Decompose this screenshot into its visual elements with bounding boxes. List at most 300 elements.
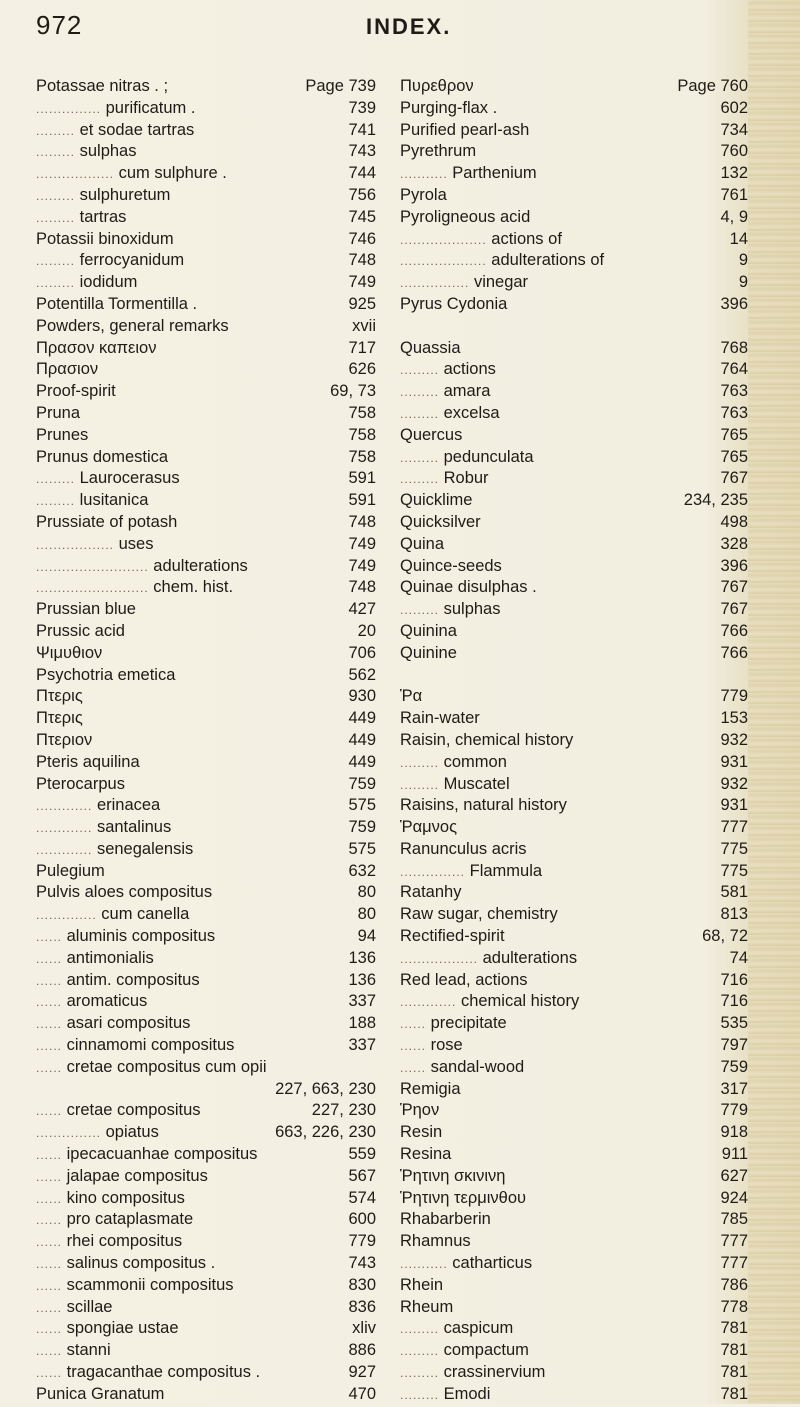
entry-text	[36, 425, 88, 447]
entry-term: Quince-seeds	[400, 556, 502, 575]
entry-term: Pyrethrum	[400, 142, 477, 161]
entry-page: 739	[348, 98, 376, 117]
entry-text	[400, 817, 457, 839]
entry-term: Prunus domestica	[36, 447, 169, 466]
entry-lead-dots: ......	[36, 1213, 63, 1228]
index-entry	[400, 359, 748, 381]
entry-term: scillae	[66, 1297, 113, 1316]
entry-text	[400, 1340, 529, 1363]
entry-term: Rhamnus	[400, 1232, 471, 1251]
entry-lead-dots: .........	[400, 755, 440, 770]
entry-term: Flammula	[469, 861, 543, 880]
entry-page: 575	[348, 839, 376, 858]
entry-text	[36, 621, 125, 643]
entry-page: Page 760	[677, 77, 748, 95]
entry-text	[400, 1013, 507, 1036]
entry-lead-dots: ..................	[36, 167, 115, 182]
entry-text	[36, 403, 80, 425]
entry-lead-dots: ..................	[400, 951, 479, 966]
index-entry	[400, 1231, 748, 1253]
entry-text	[36, 316, 229, 338]
entry-term: Quinine	[400, 643, 457, 662]
entry-page: 449	[348, 709, 376, 728]
entry-text	[36, 359, 98, 381]
index-entry	[36, 359, 376, 381]
index-entry	[400, 120, 748, 142]
entry-text	[36, 752, 140, 774]
entry-page: Page 739	[305, 77, 376, 95]
index-entry	[36, 1253, 376, 1275]
entry-term: pedunculata	[443, 447, 534, 466]
entry-term: sandal-wood	[430, 1057, 525, 1076]
entry-text	[36, 490, 148, 513]
index-entry	[36, 752, 376, 774]
index-entry	[36, 98, 376, 120]
index-entry	[400, 817, 748, 839]
entry-text	[36, 381, 116, 403]
entry-term: cum canella	[101, 905, 190, 924]
entry-term: Quicksilver	[400, 512, 481, 531]
index-entry	[36, 338, 376, 360]
entry-lead-dots: ......	[36, 1257, 63, 1272]
entry-text	[400, 970, 528, 992]
entry-text	[400, 861, 542, 884]
entry-lead-dots: .........	[400, 1366, 440, 1381]
entry-lead-dots: .........	[400, 450, 440, 465]
entry-text	[400, 621, 457, 643]
entry-term: kino compositus	[66, 1188, 185, 1207]
entry-page: 759	[720, 1057, 748, 1076]
entry-page: 741	[348, 120, 376, 139]
entry-page: 746	[348, 229, 376, 248]
entry-text	[36, 468, 180, 491]
entry-text	[400, 250, 604, 273]
index-entry	[400, 163, 748, 185]
entry-page: 94	[357, 927, 376, 946]
entry-text	[400, 1035, 463, 1058]
entry-term: Pteris aquilina	[36, 752, 140, 771]
entry-text	[36, 556, 248, 579]
index-entry	[400, 752, 748, 774]
entry-lead-dots: .........	[36, 472, 76, 487]
entry-page: 749	[348, 534, 376, 553]
entry-lead-dots: ....................	[400, 232, 487, 247]
index-entry	[400, 948, 748, 970]
index-entry	[400, 708, 748, 730]
entry-text	[36, 577, 233, 600]
entry-term: ipecacuanhae compositus	[66, 1145, 258, 1164]
entry-term: adulterations of	[491, 251, 605, 270]
entry-page: 931	[720, 796, 748, 815]
entry-page: 562	[348, 665, 376, 684]
entry-term: Emodi	[443, 1384, 491, 1403]
index-entry	[36, 381, 376, 403]
entry-page: 663, 226, 230	[275, 1123, 376, 1142]
entry-text	[400, 185, 447, 207]
entry-lead-dots: ......	[36, 930, 63, 945]
entry-term: Ῥητινη τερμινθου	[400, 1188, 527, 1207]
entry-lead-dots: ......	[36, 1191, 63, 1206]
entry-page: 777	[720, 1254, 748, 1273]
entry-lead-dots: ..........................	[36, 559, 149, 574]
entry-page: 337	[348, 1036, 376, 1055]
entry-term: Robur	[443, 469, 489, 488]
entry-lead-dots: ..........................	[36, 581, 149, 596]
index-entry	[400, 621, 748, 643]
entry-text	[36, 708, 83, 730]
entry-page: 925	[348, 294, 376, 313]
index-entry	[400, 1057, 748, 1079]
entry-term: sulphas	[443, 600, 501, 619]
index-entry	[400, 686, 748, 708]
entry-term: Ῥαμνος	[400, 818, 458, 837]
entry-page: 74	[729, 948, 748, 967]
entry-text	[36, 839, 193, 862]
entry-page: 768	[720, 338, 748, 357]
entry-page: 188	[348, 1014, 376, 1033]
entry-term: Quina	[400, 534, 445, 553]
index-entry	[36, 1340, 376, 1362]
index-entry	[400, 1209, 748, 1231]
entry-text	[36, 207, 126, 230]
entry-term: pro cataplasmate	[66, 1210, 194, 1229]
entry-page: 932	[720, 774, 748, 793]
index-entry	[400, 1297, 748, 1319]
entry-lead-dots: .............	[36, 799, 93, 814]
entry-text	[36, 643, 102, 665]
entry-term: antim. compositus	[66, 970, 200, 989]
entry-term: crassinervium	[443, 1363, 546, 1382]
entry-term: Πτερις	[36, 709, 83, 728]
entry-text	[36, 185, 170, 208]
entry-term: Ῥηον	[400, 1101, 440, 1120]
entry-page: 760	[720, 142, 748, 161]
index-entry	[36, 970, 376, 992]
entry-text	[36, 1253, 215, 1276]
entry-page: 778	[720, 1297, 748, 1316]
entry-lead-dots: ...........	[400, 1257, 448, 1272]
entry-text	[400, 686, 422, 708]
entry-text	[36, 447, 168, 469]
entry-term: vinegar	[473, 273, 529, 292]
entry-text	[36, 686, 83, 708]
entry-page: 591	[348, 469, 376, 488]
index-entry	[36, 468, 376, 490]
entry-term: salinus compositus .	[66, 1254, 216, 1273]
entry-text	[400, 76, 474, 98]
entry-text	[36, 882, 212, 904]
index-entry	[400, 904, 748, 926]
index-entry	[36, 316, 376, 338]
page-header	[36, 10, 736, 50]
entry-page: xvii	[352, 316, 376, 335]
entry-lead-dots: ......	[400, 1039, 427, 1054]
index-entry	[400, 1122, 748, 1144]
entry-text	[36, 1297, 112, 1320]
index-entry	[36, 1079, 376, 1101]
entry-term: Ranunculus acris	[400, 839, 527, 858]
entry-page: 627	[720, 1166, 748, 1185]
entry-term: amara	[443, 382, 491, 401]
entry-page: 932	[720, 730, 748, 749]
index-entry	[400, 141, 748, 163]
entry-lead-dots: .........	[400, 603, 440, 618]
index-entry	[36, 1122, 376, 1144]
entry-term: ferrocyanidum	[79, 251, 185, 270]
entry-text	[36, 1384, 164, 1406]
entry-term: scammonii compositus	[66, 1275, 234, 1294]
entry-term: actions of	[491, 229, 562, 248]
entry-text	[36, 730, 92, 752]
entry-term: lusitanica	[79, 491, 149, 510]
entry-term: Laurocerasus	[79, 469, 180, 488]
entry-text	[36, 795, 160, 818]
entry-term: Proof-spirit	[36, 382, 116, 401]
entry-text	[400, 926, 505, 948]
index-entry	[400, 1035, 748, 1057]
entry-term: excelsa	[443, 403, 500, 422]
entry-lead-dots: ......	[36, 1060, 63, 1075]
entry-text	[36, 926, 215, 949]
index-entry	[36, 120, 376, 142]
index-entry	[400, 1079, 748, 1101]
entry-page: 781	[720, 1363, 748, 1382]
entry-lead-dots: ......	[36, 1366, 63, 1381]
entry-term: Pruna	[36, 403, 81, 422]
entry-term: Ψιμυθιον	[36, 643, 103, 662]
entry-page: 748	[348, 251, 376, 270]
entry-text	[400, 882, 461, 904]
entry-term: Πτεριον	[36, 730, 93, 749]
index-entry	[36, 272, 376, 294]
index-entry	[36, 490, 376, 512]
entry-text	[400, 1253, 532, 1276]
index-entry	[400, 730, 748, 752]
entry-term: Potassae nitras . ;	[36, 77, 169, 95]
entry-text	[400, 1122, 442, 1144]
entry-page: 767	[720, 600, 748, 619]
index-entry	[400, 882, 748, 904]
entry-term: Πτερις	[36, 687, 83, 706]
entry-text	[400, 98, 497, 120]
entry-lead-dots: .........	[400, 1344, 440, 1359]
entry-text	[400, 229, 562, 252]
entry-page: 761	[720, 185, 748, 204]
entry-page: 743	[348, 1254, 376, 1273]
entry-text	[36, 294, 197, 316]
entry-lead-dots: .........	[400, 1322, 440, 1337]
entry-text	[36, 665, 175, 687]
entry-term: Remigia	[400, 1079, 461, 1098]
index-entry	[36, 991, 376, 1013]
entry-term: Quassia	[400, 338, 461, 357]
entry-term: purificatum .	[105, 98, 196, 117]
entry-term: stanni	[66, 1341, 111, 1360]
entry-lead-dots: ......	[36, 1322, 63, 1337]
index-entry	[36, 425, 376, 447]
entry-page: 749	[348, 556, 376, 575]
entry-text	[400, 752, 507, 775]
index-entry	[36, 1231, 376, 1253]
index-entry	[400, 665, 748, 687]
entry-term: uses	[118, 534, 154, 553]
entry-page: 227, 230	[311, 1101, 376, 1120]
entry-text	[400, 1100, 439, 1122]
entry-text	[400, 1144, 451, 1166]
entry-page: 9	[738, 251, 748, 270]
index-entry	[400, 861, 748, 883]
index-entry	[400, 1188, 748, 1210]
entry-term: rhei compositus	[66, 1232, 183, 1251]
entry-page: 734	[720, 120, 748, 139]
index-entry	[36, 1035, 376, 1057]
entry-text	[36, 512, 177, 534]
entry-term: compactum	[443, 1341, 529, 1360]
index-entry	[400, 185, 748, 207]
entry-page: 717	[348, 338, 376, 357]
entry-text	[400, 643, 457, 665]
entry-term: Πρασιον	[36, 360, 99, 379]
index-entry	[36, 1384, 376, 1406]
entry-term: cretae compositus cum opii	[66, 1057, 267, 1076]
index-entry	[400, 577, 748, 599]
entry-term: rose	[430, 1036, 463, 1055]
entry-text	[36, 120, 194, 143]
entry-lead-dots: ......	[36, 951, 63, 966]
entry-text	[400, 381, 490, 404]
entry-text	[36, 163, 227, 186]
index-entry	[400, 839, 748, 861]
entry-page: 758	[348, 447, 376, 466]
entry-lead-dots: .........	[400, 363, 440, 378]
entry-term: cum sulphure .	[118, 164, 227, 183]
index-entry	[400, 1144, 748, 1166]
entry-term: Red lead, actions	[400, 970, 528, 989]
index-entry	[400, 1362, 748, 1384]
entry-page: 600	[348, 1210, 376, 1229]
entry-term: Purging-flax .	[400, 98, 498, 117]
entry-lead-dots: .........	[400, 385, 440, 400]
entry-lead-dots: .........	[36, 276, 76, 291]
entry-term: Ῥητινη σκινινη	[400, 1166, 506, 1185]
entry-page: 337	[348, 992, 376, 1011]
entry-text	[36, 1166, 208, 1189]
entry-page: 449	[348, 730, 376, 749]
entry-page: 797	[720, 1036, 748, 1055]
index-entry	[400, 991, 748, 1013]
entry-page: 911	[721, 1145, 748, 1164]
entry-lead-dots: .........	[36, 494, 76, 509]
entry-lead-dots: .........	[36, 210, 76, 225]
entry-text	[400, 294, 507, 316]
entry-term: senegalensis	[96, 839, 194, 858]
entry-page: 581	[720, 883, 748, 902]
entry-text	[400, 272, 528, 295]
entry-term: Powders, general remarks	[36, 316, 229, 335]
entry-page: 766	[720, 621, 748, 640]
entry-term: opiatus	[105, 1123, 159, 1142]
index-entry	[36, 1362, 376, 1384]
entry-term: Potentilla Tormentilla .	[36, 294, 198, 313]
entry-page: 716	[720, 970, 748, 989]
entry-text	[400, 948, 577, 971]
entry-term: Psychotria emetica	[36, 665, 176, 684]
index-entry	[36, 250, 376, 272]
entry-text	[400, 425, 462, 447]
index-entry	[400, 294, 748, 316]
entry-term: Raisins, natural history	[400, 796, 567, 815]
entry-page: 567	[348, 1166, 376, 1185]
entry-text	[400, 1297, 453, 1319]
entry-page: 136	[348, 948, 376, 967]
entry-page: 535	[720, 1014, 748, 1033]
entry-page: 749	[348, 273, 376, 292]
entry-text	[400, 120, 529, 142]
index-entry	[400, 1100, 748, 1122]
entry-text	[36, 599, 136, 621]
entry-term: cinnamomi compositus	[66, 1036, 235, 1055]
entry-page: 779	[348, 1232, 376, 1251]
entry-page: 779	[720, 1101, 748, 1120]
entry-term: Rheum	[400, 1297, 454, 1316]
index-entry	[400, 534, 748, 556]
entry-text	[400, 708, 480, 730]
entry-text	[400, 1057, 524, 1080]
entry-text	[400, 839, 527, 861]
entry-term: sulphuretum	[79, 185, 171, 204]
index-entry	[36, 163, 376, 185]
entry-text	[36, 1275, 234, 1298]
entry-term: Quicklime	[400, 491, 473, 510]
entry-lead-dots: ......	[36, 1039, 63, 1054]
index-entry	[400, 338, 748, 360]
entry-text	[36, 970, 200, 993]
entry-text	[400, 1362, 545, 1385]
entry-lead-dots: ......	[36, 1235, 63, 1250]
entry-text	[400, 490, 472, 512]
index-entry	[400, 250, 748, 272]
entry-term: Πρασον καπειον	[36, 338, 157, 357]
entry-page: 745	[348, 207, 376, 226]
entry-term: Ratanhy	[400, 883, 462, 902]
entry-lead-dots: .........	[36, 145, 76, 160]
entry-lead-dots: ...............	[36, 101, 102, 116]
entry-term: Quinae disulphas .	[400, 578, 537, 597]
entry-page: 626	[348, 360, 376, 379]
index-entry	[400, 1166, 748, 1188]
index-entry	[36, 447, 376, 469]
entry-page: 153	[720, 709, 748, 728]
index-entry	[400, 1384, 748, 1406]
entry-text	[400, 1231, 471, 1253]
entry-page: 744	[348, 164, 376, 183]
entry-text	[400, 599, 500, 622]
entry-lead-dots: ......	[36, 1104, 63, 1119]
entry-lead-dots: .........	[36, 188, 76, 203]
entry-term: erinacea	[96, 796, 161, 815]
entry-text	[400, 512, 481, 534]
entry-text	[36, 141, 136, 164]
entry-page: 767	[720, 469, 748, 488]
entry-term: Pulvis aloes compositus	[36, 883, 213, 902]
entry-lead-dots: .........	[36, 254, 76, 269]
entry-text	[400, 991, 579, 1014]
entry-page: 80	[357, 905, 376, 924]
entry-text	[400, 359, 496, 382]
entry-term: Prussiate of potash	[36, 512, 178, 531]
entry-term: Pulegium	[36, 861, 105, 880]
entry-page: 830	[348, 1275, 376, 1294]
